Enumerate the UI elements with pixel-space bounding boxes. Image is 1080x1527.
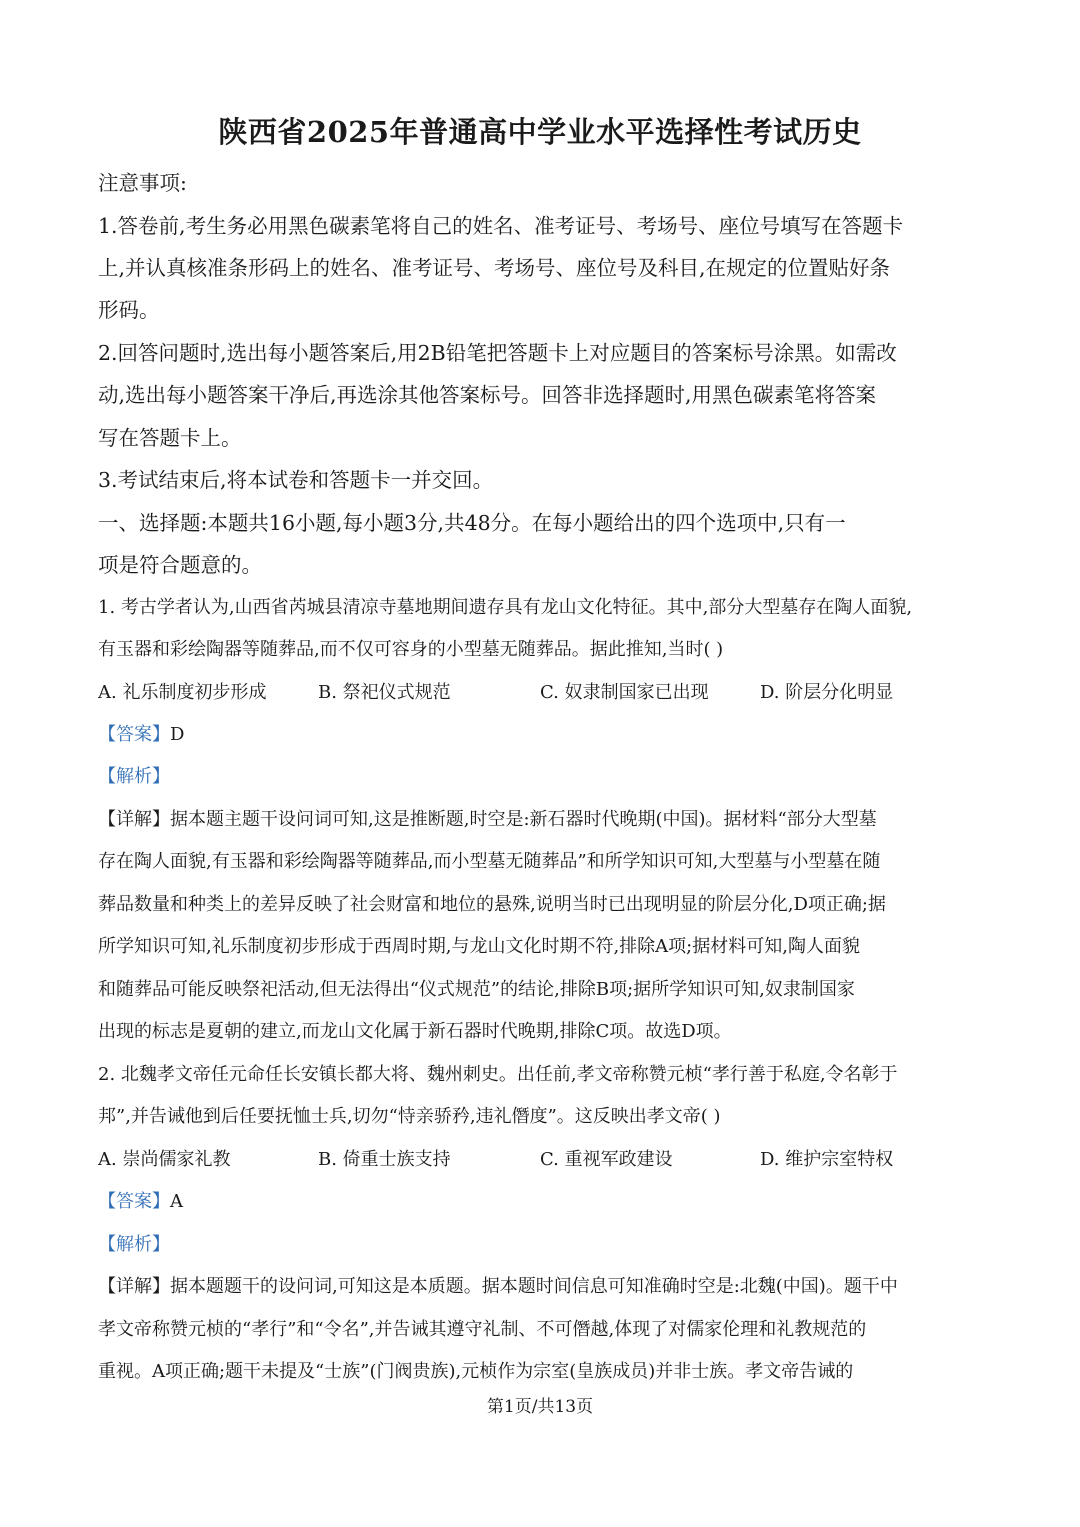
answer-line <box>98 1187 183 1213</box>
detail-line: 出现的标志是夏朝的建立,而龙山文化属于新石器时代晚期,排除C项。故选D项。 <box>98 1021 732 1042</box>
option-c: C. 重视军政建设 <box>540 1149 673 1170</box>
option-d: D. 维护宗室特权 <box>760 1149 894 1170</box>
answer-tag: 【答案】 <box>98 724 170 745</box>
question-stem: 1. 考古学者认为,山西省芮城县清凉寺墓地期间遗存具有龙山文化特征。其中,部分大型墓存在陶人面貌, <box>98 597 913 618</box>
detail-tag: 【详解】 <box>98 1276 170 1297</box>
notes-line: 1.答卷前,考生务必用黑色碳素笔将自己的姓名、准考证号、考场号、座位号填写在答题卡 <box>98 214 904 238</box>
detail-line: 葬品数量和种类上的差异反映了社会财富和地位的悬殊,说明当时已出现明显的阶层分化,D项正确;据 <box>98 894 886 915</box>
notes-line: 写在答题卡上。 <box>98 426 242 450</box>
option-d: D. 阶层分化明显 <box>760 682 894 703</box>
answer-value: A <box>170 1191 183 1212</box>
detail-line: 孝文帝称赞元桢的“孝行”和“令名”,并告诫其遵守礼制、不可僭越,体现了对儒家伦理和礼教规范的 <box>98 1319 867 1340</box>
notes-heading: 注意事项: <box>98 171 187 195</box>
detail-line <box>98 1272 898 1298</box>
option-a: A. 礼乐制度初步形成 <box>98 682 267 703</box>
detail-line: 所学知识可知,礼乐制度初步形成于西周时期,与龙山文化时期不符,排除A项;据材料可知,陶人面貌 <box>98 936 860 957</box>
notes-line: 3.考试结束后,将本试卷和答题卡一并交回。 <box>98 468 494 492</box>
detail-text: 据本题题干的设问词,可知这是本质题。据本题时间信息可知准确时空是:北魏(中国)。题干中 <box>170 1276 898 1297</box>
notes-line: 2.回答问题时,选出每小题答案后,用2B铅笔把答题卡上对应题目的答案标号涂黑。如需改 <box>98 341 897 365</box>
answer-tag: 【答案】 <box>98 1191 170 1212</box>
notes-line: 形码。 <box>98 298 160 322</box>
analysis-tag: 【解析】 <box>98 1234 170 1255</box>
analysis-tag: 【解析】 <box>98 766 170 787</box>
option-b: B. 祭祀仪式规范 <box>318 682 451 703</box>
detail-line: 重视。A项正确;题干未提及“士族”(门阀贵族),元桢作为宗室(皇族成员)并非士族。孝文帝告诫的 <box>98 1361 854 1382</box>
detail-text: 据本题主题干设问词可知,这是推断题,时空是:新石器时代晚期(中国)。据材料“部分大型墓 <box>170 809 877 830</box>
detail-line: 和随葬品可能反映祭祀活动,但无法得出“仪式规范”的结论,排除B项;据所学知识可知,奴隶制国家 <box>98 979 855 1000</box>
detail-line <box>98 805 877 831</box>
page-number: 第1页/共13页 <box>486 1397 594 1417</box>
detail-line: 存在陶人面貌,有玉器和彩绘陶器等随葬品,而小型墓无随葬品”和所学知识可知,大型墓与小型墓在随 <box>98 851 881 872</box>
option-b: B. 倚重士族支持 <box>318 1149 451 1170</box>
question-stem: 2. 北魏孝文帝任元命任长安镇长都大将、魏州刺史。出任前,孝文帝称赞元桢“孝行善于私庭,令名彰于 <box>98 1064 898 1085</box>
notes-line: 上,并认真核准条形码上的姓名、准考证号、考场号、座位号及科目,在规定的位置贴好条 <box>98 256 891 280</box>
question-stem: 有玉器和彩绘陶器等随葬品,而不仅可容身的小型墓无随葬品。据此推知,当时( ) <box>98 639 724 660</box>
page-title: 陕西省2025年普通高中学业水平选择性考试历史 <box>218 115 862 149</box>
answer-line <box>98 720 184 746</box>
section-heading: 一、选择题:本题共16小题,每小题3分,共48分。在每小题给出的四个选项中,只有一 <box>98 511 846 535</box>
option-a: A. 崇尚儒家礼教 <box>98 1149 231 1170</box>
detail-tag: 【详解】 <box>98 809 170 830</box>
notes-line: 动,选出每小题答案干净后,再选涂其他答案标号。回答非选择题时,用黑色碳素笔将答案 <box>98 383 877 407</box>
answer-value: D <box>170 724 185 745</box>
option-c: C. 奴隶制国家已出现 <box>540 682 709 703</box>
question-stem: 邦”,并告诫他到后任要抚恤士兵,切勿“恃亲骄矜,违礼僭度”。这反映出孝文帝( ) <box>98 1106 721 1127</box>
section-heading: 项是符合题意的。 <box>98 553 262 577</box>
